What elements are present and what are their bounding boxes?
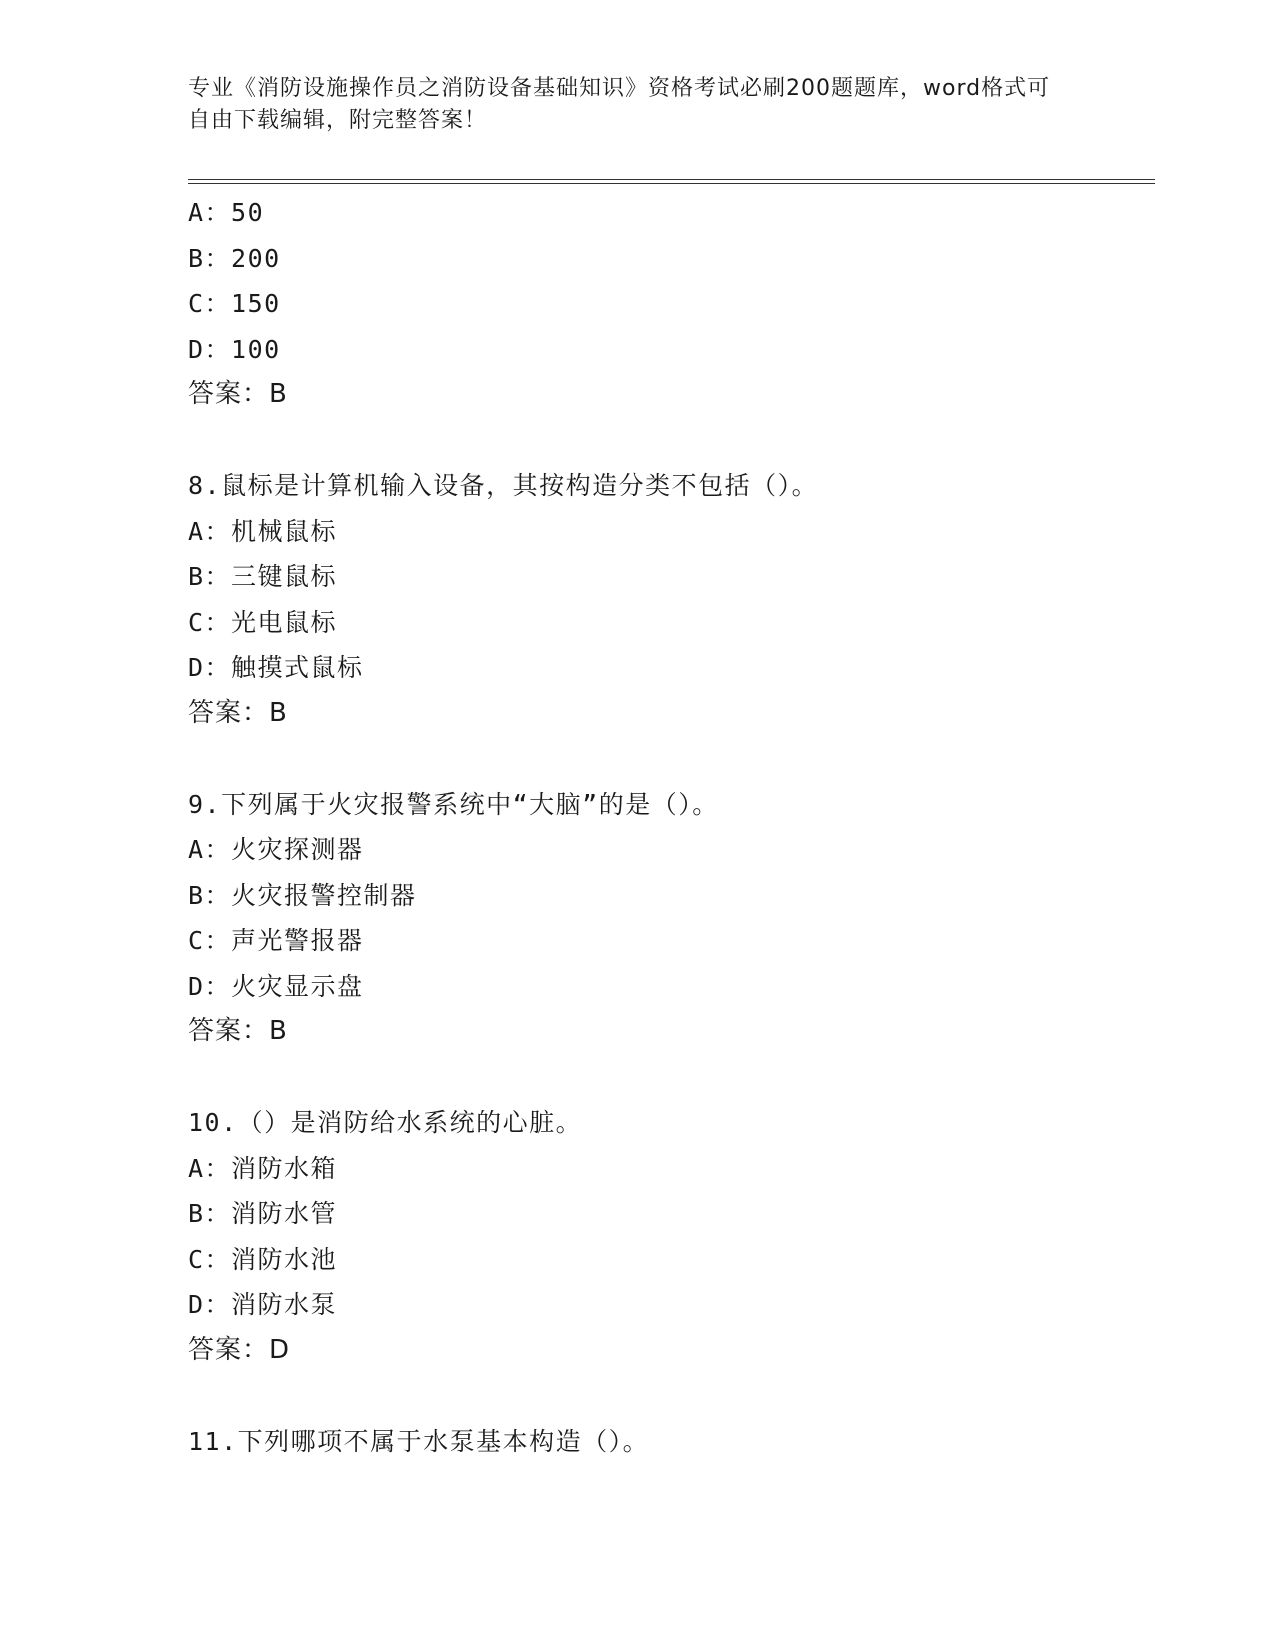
question-stem: 9.下列属于火灾报警系统中“大脑”的是（）。 — [188, 789, 719, 819]
question-block-10 — [188, 1100, 1158, 1373]
question-stem: 10.（）是消防给水系统的心脏。 — [188, 1108, 583, 1137]
option-b: B：火灾报警控制器 — [188, 880, 417, 910]
option-a: A：火灾探测器 — [188, 835, 364, 864]
option-c: C：光电鼠标 — [188, 607, 338, 637]
option-c: C：声光警报器 — [188, 926, 364, 955]
option-a: A：机械鼠标 — [188, 516, 338, 546]
header-rule-top — [188, 179, 1155, 180]
option-d: D：消防水泵 — [188, 1290, 338, 1319]
spacer — [188, 418, 1158, 464]
option-b: B：消防水管 — [188, 1199, 338, 1228]
question-block-8 — [188, 463, 1158, 736]
header-title: 专业《消防设施操作员之消防设备基础知识》资格考试必刷200题题库，word格式可自由下载编辑，附完整答案！ — [188, 76, 1051, 133]
answer-line: 答案：D — [188, 1334, 291, 1365]
option-a: A：50 — [188, 198, 265, 227]
header-rule-bottom — [188, 183, 1155, 184]
question-content — [188, 190, 1158, 1464]
spacer — [188, 1055, 1158, 1101]
option-c: C：150 — [188, 289, 281, 318]
spacer — [188, 1373, 1158, 1419]
option-a: A：消防水箱 — [188, 1153, 338, 1183]
answer-line: 答案：B — [188, 697, 288, 728]
option-d: D：触摸式鼠标 — [188, 653, 364, 682]
answer-line: 答案：B — [188, 379, 288, 409]
question-stem: 11.下列哪项不属于水泵基本构造（）。 — [188, 1426, 650, 1456]
option-c: C：消防水池 — [188, 1244, 338, 1274]
question-stem: 8.鼠标是计算机输入设备，其按构造分类不包括（）。 — [188, 471, 819, 500]
option-b: B：200 — [188, 243, 281, 273]
spacer — [188, 736, 1158, 782]
answer-line: 答案：B — [188, 1016, 288, 1046]
option-d: D：火灾显示盘 — [188, 971, 364, 1001]
option-b: B：三键鼠标 — [188, 562, 338, 591]
question-block-9 — [188, 782, 1158, 1055]
question-block-11 — [188, 1419, 1158, 1465]
option-d: D：100 — [188, 334, 281, 364]
question-block-7 — [188, 190, 1158, 418]
document-header — [188, 73, 1068, 137]
